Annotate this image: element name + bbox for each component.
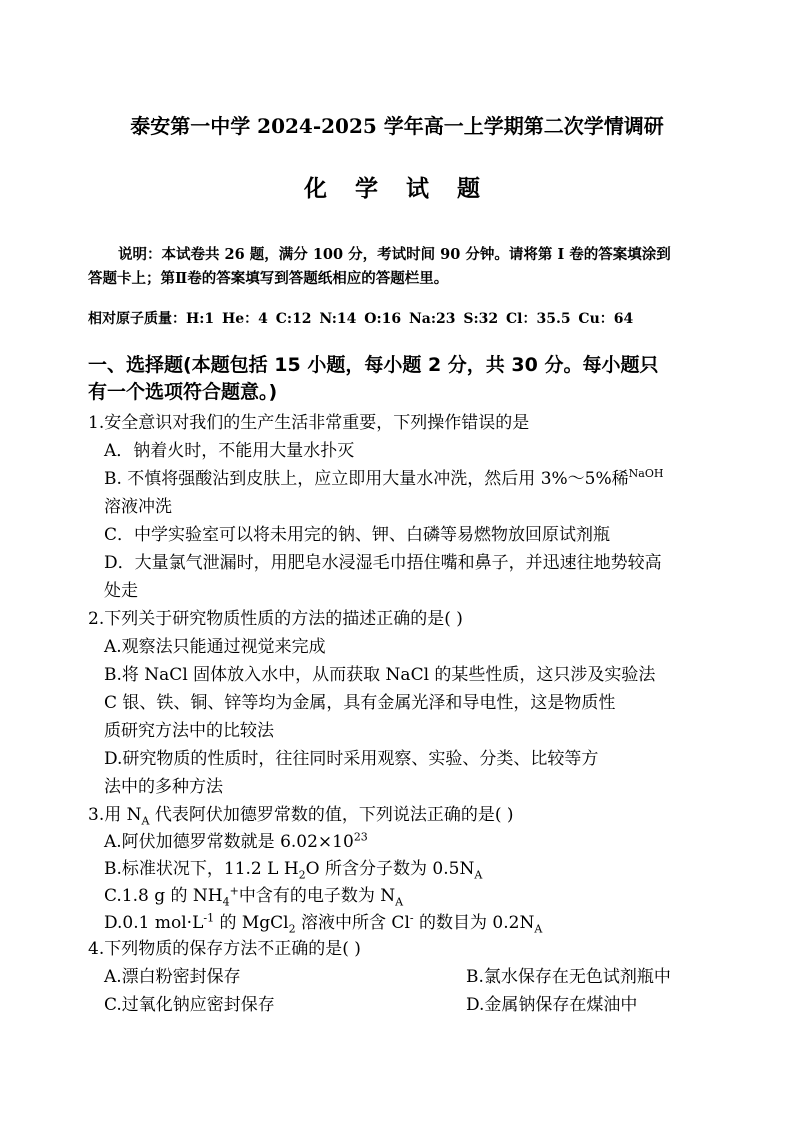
q3-option-d-text-4: 的数目为 0.2N (413, 913, 535, 933)
q1-option-a: A．钠着火时，不能用大量水扑灭 (104, 441, 355, 461)
q1-option-c: C．中学实验室可以将未用完的钠、钾、白磷等易燃物放回原试剂瓶 (104, 525, 611, 545)
section-heading-line-1: 一、选择题(本题包括 15 小题，每小题 2 分，共 30 分。每小题只 (88, 354, 659, 376)
q3-option-d-sub: 2 (288, 922, 296, 936)
subject-title: 化 学 试 题 (303, 175, 491, 202)
q4-stem: 4.下列物质的保存方法不正确的是( ) (88, 939, 361, 959)
q2-option-c-line-2: 质研究方法中的比较法 (104, 721, 274, 741)
instructions-line-2: 答题卡上；第Ⅱ卷的答案填写到答题纸相应的答题栏里。 (88, 270, 449, 287)
q3-option-d (104, 908, 542, 935)
q3-stem-part-1: 3.用 N (88, 805, 142, 825)
q3-stem-subscript: A (141, 814, 150, 828)
q3-option-d-text: D.0.1 mol·L (104, 913, 204, 933)
q3-option-c-sub-2: A (395, 895, 404, 909)
exam-title: 泰安第一中学 2024-2025 学年高一上学期第二次学情调研 (130, 114, 664, 138)
q1-stem: 1.安全意识对我们的生产生活非常重要，下列操作错误的是 (88, 413, 530, 433)
atomic-masses: 相对原子质量：H:1 He：4 C:12 N:14 O:16 Na:23 S:32 Cl：35.5 Cu：64 (88, 311, 634, 327)
q4-option-d: D.金属钠保存在煤油中 (466, 995, 638, 1015)
q3-option-d-text-2: 的 MgCl (214, 913, 289, 933)
q3-option-b-text-2: O 所含分子数为 0.5N (305, 859, 475, 879)
q3-option-b-sub: 2 (298, 868, 306, 882)
q2-option-d-line-2: 法中的多种方法 (104, 777, 223, 797)
q3-option-c-text: C.1.8 g 的 NH (104, 886, 223, 906)
section-heading-line-2: 有一个选项符合题意。) (88, 381, 278, 403)
q3-option-b-text: B.标准状况下，11.2 L H (104, 859, 299, 879)
q3-option-c-sup: + (229, 884, 239, 898)
q3-option-a (104, 827, 368, 852)
q3-option-b (104, 854, 482, 881)
q1-option-b-text: B. 不慎将强酸沾到皮肤上，应立即用大量水冲洗，然后用 3%～5%稀 (104, 469, 629, 489)
q3-option-d-sup-2: - (409, 911, 414, 925)
q3-option-d-sub-2: A (534, 922, 543, 936)
instructions-line-1: 说明：本试卷共 26 题，满分 100 分，考试时间 90 分钟。请将第 I 卷的答案填涂到 (118, 246, 671, 263)
q1-option-d-line-2: 处走 (104, 581, 138, 601)
q1-option-b-line-1 (104, 464, 663, 489)
q2-stem: 2.下列关于研究物质性质的方法的描述正确的是( ) (88, 609, 463, 629)
q3-option-c-text-2: 中含有的电子数为 N (238, 886, 396, 906)
q1-option-b-line-2: 溶液冲洗 (104, 497, 172, 517)
q1-option-d-line-1: D．大量氯气泄漏时，用肥皂水浸湿毛巾捂住嘴和鼻子，并迅速往地势较高 (104, 553, 662, 573)
q3-stem (88, 800, 514, 827)
q3-option-a-text: A.阿伏加德罗常数就是 6.02×10 (104, 832, 354, 852)
q3-option-b-sub-2: A (474, 868, 483, 882)
q3-option-c (104, 881, 403, 908)
q3-option-d-text-3: 溶液中所含 Cl (295, 913, 410, 933)
q4-option-c: C.过氧化钠应密封保存 (104, 995, 275, 1015)
q4-option-a: A.漂白粉密封保存 (104, 967, 241, 987)
q3-option-a-exponent: 23 (353, 830, 368, 844)
q2-option-d-line-1: D.研究物质的性质时，往往同时采用观察、实验、分类、比较等方 (104, 749, 599, 769)
q3-option-d-sup: -1 (203, 911, 215, 925)
q3-stem-part-2: 代表阿伏加德罗常数的值，下列说法正确的是( ) (149, 805, 514, 825)
q4-option-b: B.氯水保存在无色试剂瓶中 (466, 967, 671, 987)
q3-option-c-sub: 4 (222, 895, 230, 909)
q1-option-b-naoh: NaOH (628, 467, 664, 480)
q2-option-a: A.观察法只能通过视觉来完成 (104, 637, 326, 657)
q2-option-b: B.将 NaCl 固体放入水中，从而获取 NaCl 的某些性质，这只涉及实验法 (104, 665, 656, 685)
q2-option-c-line-1: C 银、铁、铜、锌等均为金属，具有金属光泽和导电性，这是物质性 (104, 693, 616, 713)
